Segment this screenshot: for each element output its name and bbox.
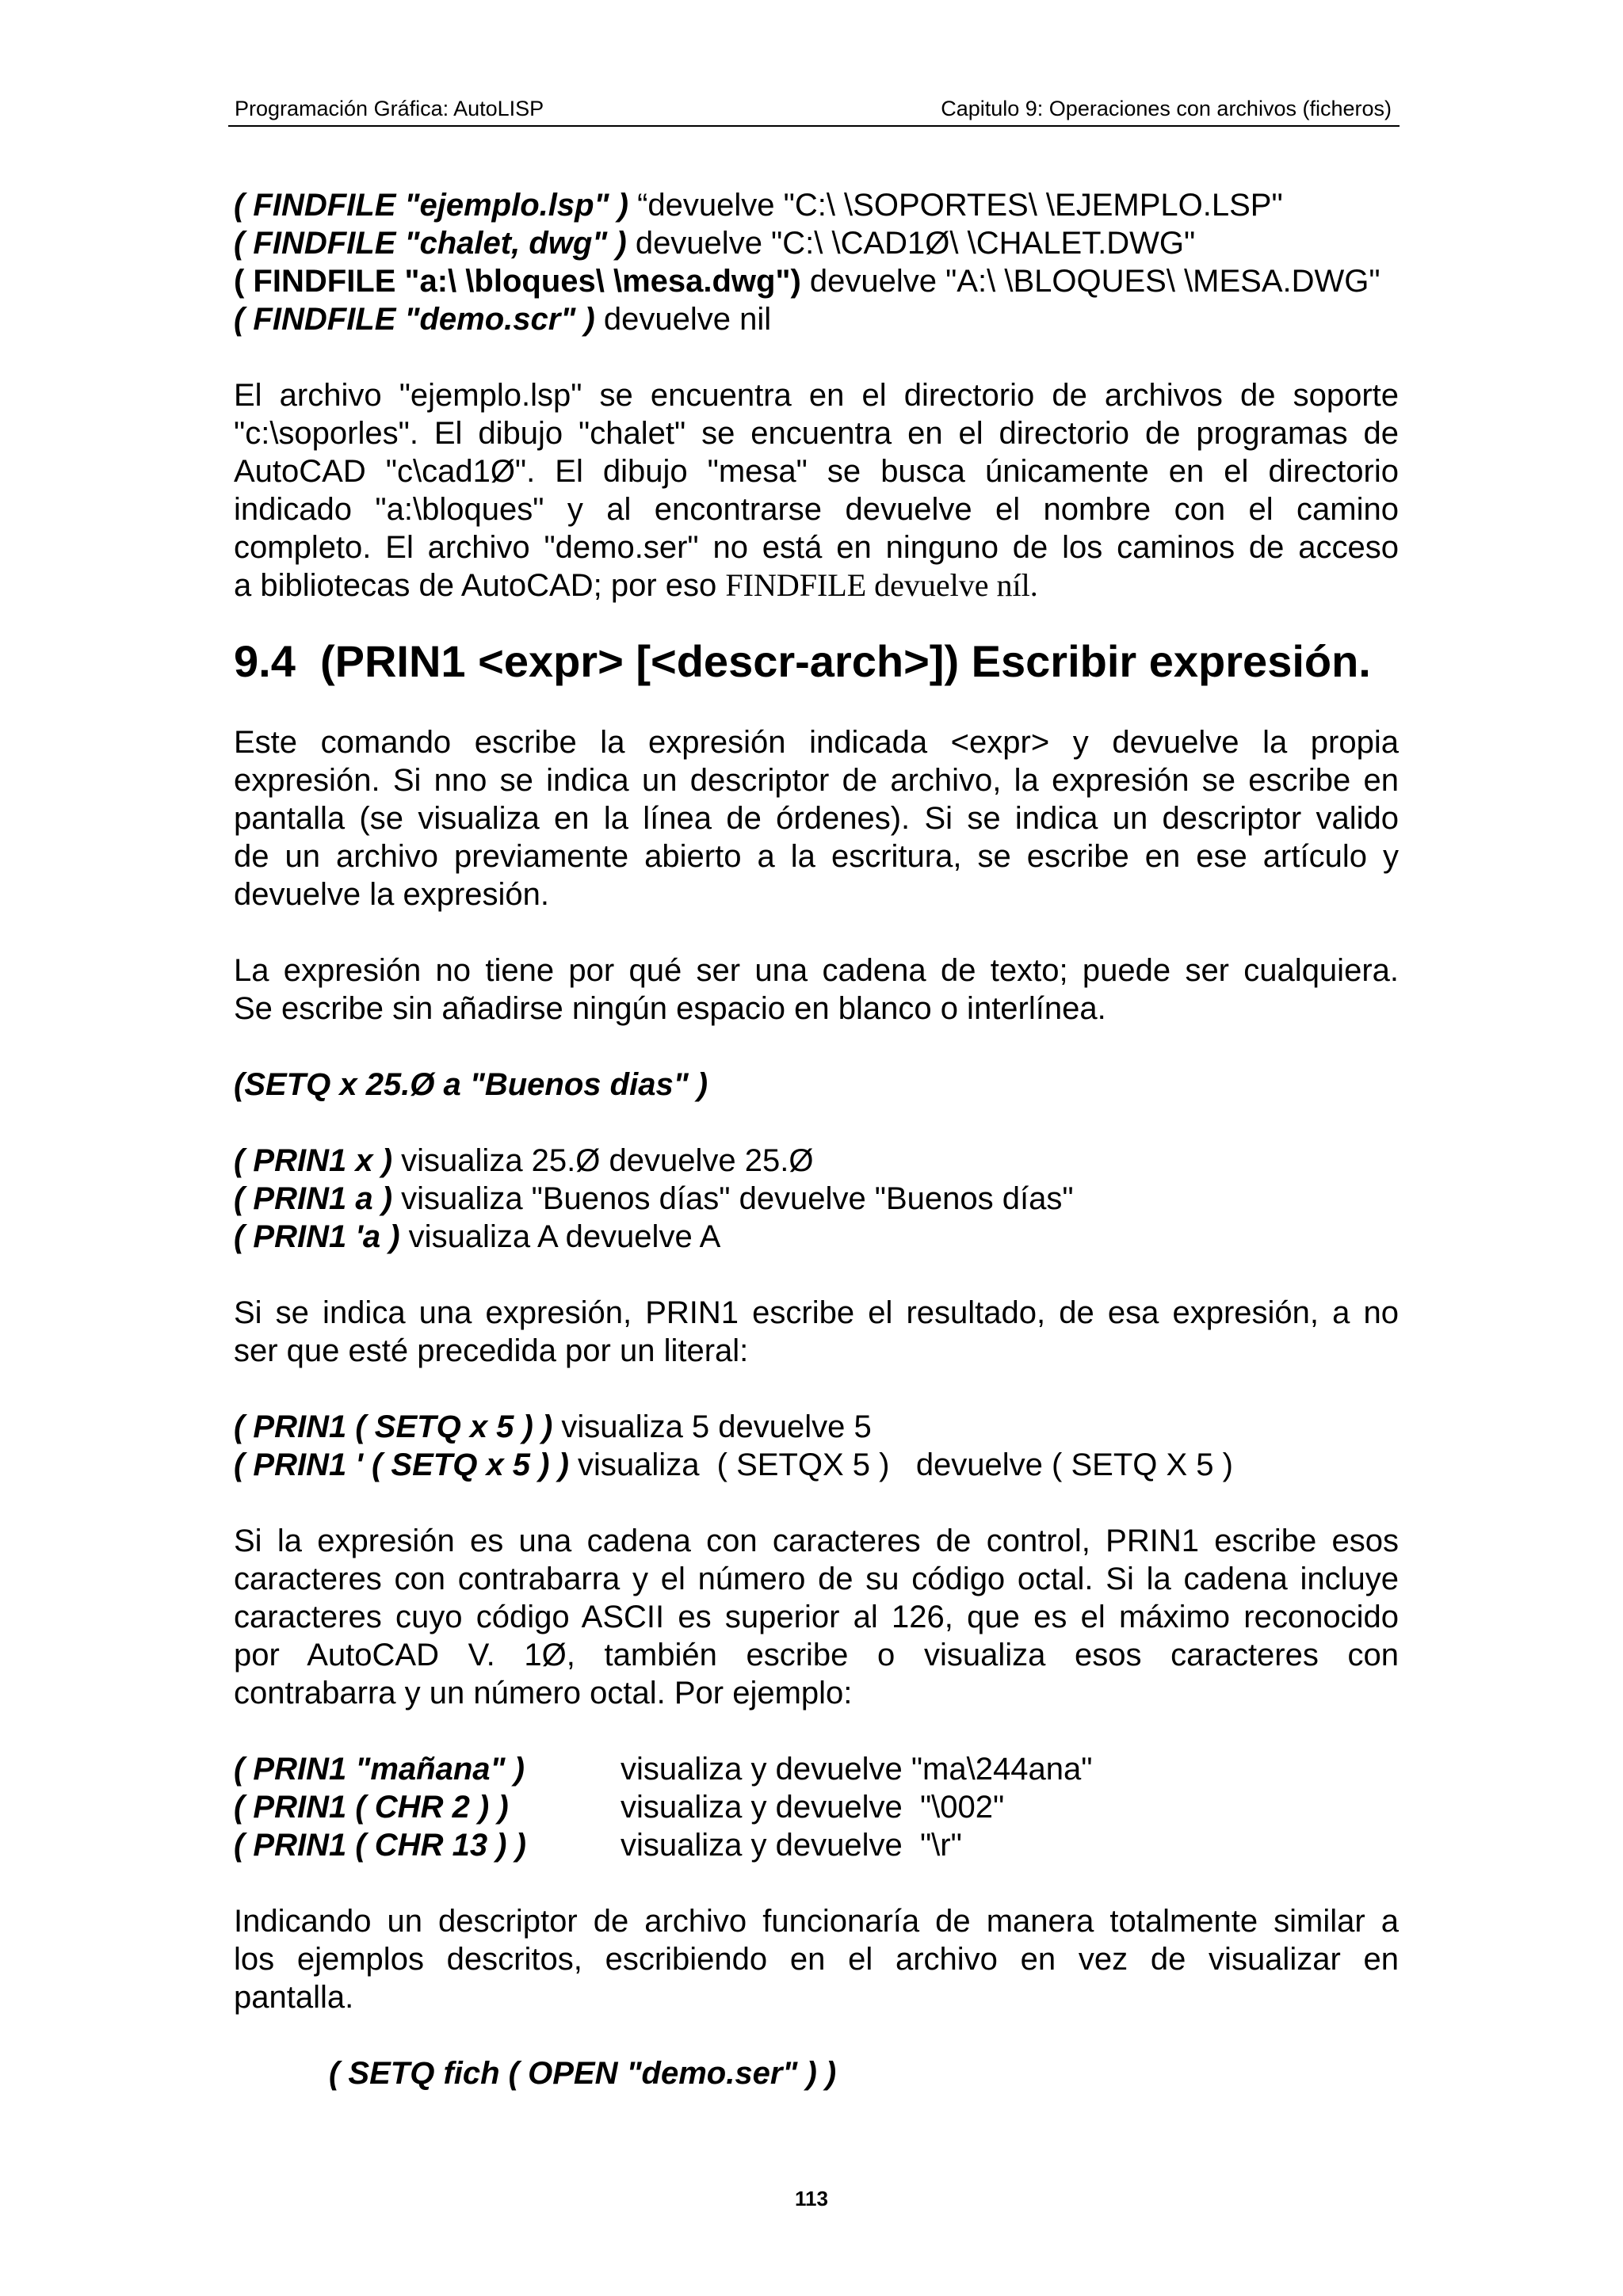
findfile-examples xyxy=(234,186,1399,338)
paragraph-line: pantalla. xyxy=(234,1980,354,2015)
code-line xyxy=(234,186,1399,224)
code-result: visualiza ( SETQX 5 ) devuelve ( SETQ X 5 ) xyxy=(568,1447,1233,1482)
code-expression: ( FINDFILE "chalet, dwg" ) xyxy=(234,226,627,261)
paragraph-line xyxy=(234,566,1399,605)
paragraph-line: AutoCAD "c\cad1Ø". El dibujo "mesa" se busca únicamente en el directorio xyxy=(234,454,1399,489)
paragraph-line: pantalla (se visualiza en la línea de órdenes). Si se indica un descriptor valido xyxy=(234,801,1399,836)
code-line xyxy=(234,1408,1399,1446)
code-expression: ( PRIN1 ( CHR 2 ) ) xyxy=(234,1790,509,1825)
section-title: 9.4 (PRIN1 <expr> [<descr-arch>]) Escribir expresión. xyxy=(234,636,1371,686)
paragraph-line: ser que esté precedida por un literal: xyxy=(234,1333,749,1368)
code-expression: ( PRIN1 "mañana" ) xyxy=(234,1752,525,1787)
control-examples-table xyxy=(234,1750,1399,1864)
code-line xyxy=(234,1180,1399,1218)
code-result: visualiza 5 devuelve 5 xyxy=(552,1409,872,1444)
paragraph-line: devuelve la expresión. xyxy=(234,877,550,912)
paragraph-line: Si se indica una expresión, PRIN1 escribe el resultado, de esa expresión, a no xyxy=(234,1295,1399,1330)
code-line xyxy=(234,1218,1399,1256)
paragraph-line: Se escribe sin añadirse ningún espacio en blanco o interlínea. xyxy=(234,991,1106,1026)
code-expression: ( PRIN1 x ) xyxy=(234,1143,393,1178)
literal-examples xyxy=(234,1408,1399,1484)
code-result: “devuelve "C:\ \SOPORTES\ \EJEMPLO.LSP" xyxy=(628,188,1283,223)
paragraph-line: contrabarra y un número octal. Por ejemplo: xyxy=(234,1676,853,1711)
header-chapter-title: Capitulo 9: Operaciones con archivos (ficheros) xyxy=(941,97,1392,120)
paragraph-text: a bibliotecas de AutoCAD; por eso xyxy=(234,568,726,603)
paragraph-line: los ejemplos descritos, escribiendo en el archivo en vez de visualizar en xyxy=(234,1942,1399,1977)
paragraph-serif-text: FINDFILE devuelve níl. xyxy=(725,567,1038,603)
code-expression: ( PRIN1 ' ( SETQ x 5 ) ) xyxy=(234,1447,569,1482)
page-number: 113 xyxy=(795,2187,828,2210)
paragraph-line: expresión. Si nno se indica un descriptor de archivo, la expresión se escribe en xyxy=(234,763,1399,798)
running-header xyxy=(228,93,1400,127)
open-example: ( SETQ fich ( OPEN "demo.ser" ) ) xyxy=(329,2056,837,2091)
code-expression: ( PRIN1 'a ) xyxy=(234,1219,400,1254)
paragraph-line: completo. El archivo "demo.ser" no está en ninguno de los caminos de acceso xyxy=(234,530,1399,565)
code-expression: ( FINDFILE "a:\ \bloques\ \mesa.dwg") xyxy=(234,264,801,299)
code-result: visualiza "Buenos días" devuelve "Buenos días" xyxy=(392,1181,1074,1216)
paragraph-line: Este comando escribe la expresión indicada <expr> y devuelve la propia xyxy=(234,725,1399,760)
paragraph-line: El archivo "ejemplo.lsp" se encuentra en el directorio de archivos de soporte xyxy=(234,378,1399,413)
code-result: devuelve nil xyxy=(594,302,772,337)
paragraph-literal xyxy=(234,1294,1399,1370)
paragraph-expression-type xyxy=(234,952,1399,1028)
code-line xyxy=(234,262,1399,300)
header-book-title: Programación Gráfica: AutoLISP xyxy=(235,97,544,120)
code-result: visualiza y devuelve "ma\244ana" xyxy=(621,1752,1093,1787)
code-result: devuelve "C:\ \CAD1Ø\ \CHALET.DWG" xyxy=(626,226,1196,261)
code-line xyxy=(234,1142,1399,1180)
code-line xyxy=(234,300,1399,338)
paragraph-line: por AutoCAD V. 1Ø, también escribe o visualiza esos caracteres con xyxy=(234,1638,1399,1672)
code-result: visualiza 25.Ø devuelve 25.Ø xyxy=(392,1143,814,1178)
code-line xyxy=(234,224,1399,262)
paragraph-line: La expresión no tiene por qué ser una cadena de texto; puede ser cualquiera. xyxy=(234,953,1399,988)
paragraph-line: indicado "a:\bloques" y al encontrarse devuelve el nombre con el camino xyxy=(234,492,1399,527)
code-result: devuelve "A:\ \BLOQUES\ \MESA.DWG" xyxy=(800,264,1381,299)
code-expression: ( PRIN1 ( CHR 13 ) ) xyxy=(234,1828,526,1863)
code-expression: ( FINDFILE "demo.scr" ) xyxy=(234,302,595,337)
paragraph-control-characters xyxy=(234,1522,1399,1712)
paragraph-findfile-explanation xyxy=(234,376,1399,605)
code-expression: ( PRIN1 a ) xyxy=(234,1181,393,1216)
code-expression: ( PRIN1 ( SETQ x 5 ) ) xyxy=(234,1409,553,1444)
paragraph-line: caracteres cuyo código ASCII es superior al 126, que es el máximo reconocido xyxy=(234,1600,1399,1634)
paragraph-line: Si la expresión es una cadena con caracteres de control, PRIN1 escribe esos xyxy=(234,1524,1399,1558)
code-result: visualiza y devuelve "\r" xyxy=(621,1828,962,1863)
paragraph-prin1-description xyxy=(234,723,1399,913)
paragraph-line: Indicando un descriptor de archivo funcionaría de manera totalmente similar a xyxy=(234,1904,1399,1939)
prin1-examples xyxy=(234,1142,1399,1256)
code-line xyxy=(234,1446,1399,1484)
paragraph-descriptor xyxy=(234,1902,1399,2016)
code-expression: ( FINDFILE "ejemplo.lsp" ) xyxy=(234,188,628,223)
paragraph-line: de un archivo previamente abierto a la escritura, se escribe en ese artículo y xyxy=(234,839,1399,874)
setq-example: (SETQ x 25.Ø a "Buenos dias" ) xyxy=(234,1067,708,1102)
page-body xyxy=(234,186,1399,2092)
code-result: visualiza A devuelve A xyxy=(399,1219,721,1254)
paragraph-line: "c:\soporles". El dibujo "chalet" se encuentra en el directorio de programas de xyxy=(234,416,1399,451)
code-result: visualiza y devuelve "\002" xyxy=(621,1790,1005,1825)
paragraph-line: caracteres con contrabarra y el número de su código octal. Si la cadena incluye xyxy=(234,1562,1399,1596)
